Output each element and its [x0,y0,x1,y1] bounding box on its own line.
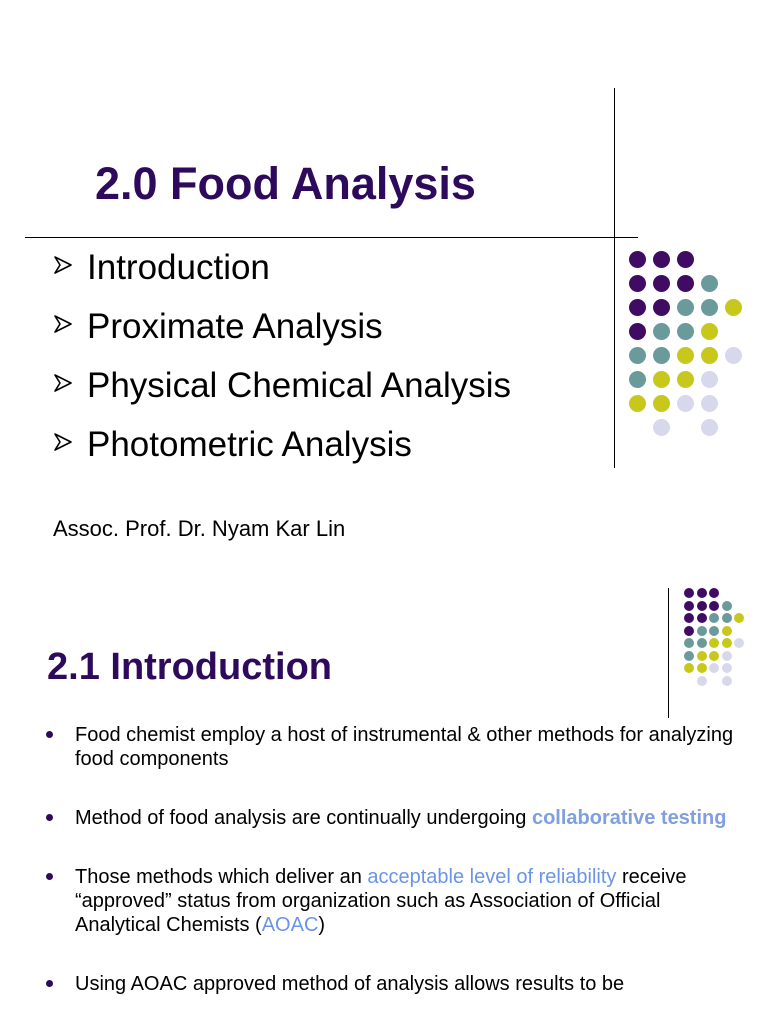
bullet-text: receive “approved” status from organization such as Association of Official Analytical Chemists ( [75,866,687,936]
decorative-dot [629,347,646,364]
decorative-dot [684,651,694,661]
vertical-divider [614,88,615,468]
bullet-text: Food chemist employ a host of instrumental & other methods for analyzing food components [75,724,734,770]
decorative-dot [734,613,744,623]
decorative-dot [709,651,719,661]
bullet-item [0,806,740,830]
decorative-dot [653,347,670,364]
decorative-dot [734,638,744,648]
bullet-dot-icon [46,814,53,821]
arrow-bullet-icon [54,374,72,392]
decorative-dot [697,626,707,636]
slide-heading: 2.1 Introduction [47,646,332,688]
bullet-dot-icon [46,731,53,738]
decorative-dot [697,588,707,598]
decorative-dot-grid [684,588,754,700]
decorative-dot [725,347,742,364]
decorative-dot [697,613,707,623]
vertical-divider [668,588,669,718]
decorative-dot [677,371,694,388]
decorative-dot [701,371,718,388]
decorative-dot [629,299,646,316]
decorative-dot [684,601,694,611]
bullet-text: Those methods which deliver an [75,866,368,888]
decorative-dot [701,323,718,340]
bullet-item [0,723,740,771]
decorative-dot [722,601,732,611]
decorative-dot [653,371,670,388]
bullet-text: ) [318,914,326,936]
agenda-item-label: Introduction [87,248,270,287]
arrow-bullet-icon [54,433,72,451]
decorative-dot [709,588,719,598]
arrow-bullet-icon [54,256,72,274]
slide-title-heading: 2.0 Food Analysis [95,158,476,209]
agenda-item-label: Photometric Analysis [87,425,412,464]
decorative-dot [629,371,646,388]
decorative-dot [701,275,718,292]
decorative-dot [709,638,719,648]
bullet-text: Method of food analysis are continually undergoing [75,807,532,829]
decorative-dot [653,419,670,436]
decorative-dot [701,347,718,364]
bullet-dot-icon [46,873,53,880]
decorative-dot [709,663,719,673]
arrow-bullet-icon [54,315,72,333]
decorative-dot [722,626,732,636]
decorative-dot [701,299,718,316]
decorative-dot [722,638,732,648]
decorative-dot [701,395,718,412]
decorative-dot [653,323,670,340]
decorative-dot-grid [629,251,744,436]
decorative-dot [677,275,694,292]
decorative-dot [629,395,646,412]
decorative-dot [697,651,707,661]
bullet-text: Using AOAC approved method of analysis allows results to be [75,973,625,995]
decorative-dot [629,323,646,340]
decorative-dot [697,676,707,686]
decorative-dot [697,638,707,648]
decorative-dot [697,663,707,673]
decorative-dot [722,663,732,673]
decorative-dot [684,663,694,673]
decorative-dot [722,676,732,686]
decorative-dot [709,626,719,636]
decorative-dot [709,613,719,623]
decorative-dot [677,251,694,268]
decorative-dot [629,275,646,292]
decorative-dot [722,613,732,623]
bullet-list [0,723,768,1024]
decorative-dot [684,613,694,623]
decorative-dot [677,347,694,364]
decorative-dot [653,395,670,412]
decorative-dot [709,601,719,611]
decorative-dot [653,251,670,268]
decorative-dot [722,651,732,661]
decorative-dot [697,601,707,611]
slide-introduction [0,570,768,1024]
agenda-item-label: Proximate Analysis [87,307,383,346]
decorative-dot [653,299,670,316]
highlight-aoac: AOAC [261,914,319,936]
bullet-dot-icon [46,980,53,987]
bullet-item [0,972,740,996]
decorative-dot [684,588,694,598]
decorative-dot [684,626,694,636]
agenda-item-label: Physical Chemical Analysis [87,366,512,405]
decorative-dot [701,419,718,436]
decorative-dot [684,638,694,648]
highlight-reliability: acceptable level of reliability [367,866,617,888]
horizontal-divider [25,237,638,238]
bullet-item [0,865,740,937]
decorative-dot [629,251,646,268]
decorative-dot [677,299,694,316]
decorative-dot [677,323,694,340]
author-name: Assoc. Prof. Dr. Nyam Kar Lin [53,516,346,541]
decorative-dot [653,275,670,292]
decorative-dot [725,299,742,316]
highlight-collaborative-testing: collaborative testing [531,807,727,829]
decorative-dot [677,395,694,412]
